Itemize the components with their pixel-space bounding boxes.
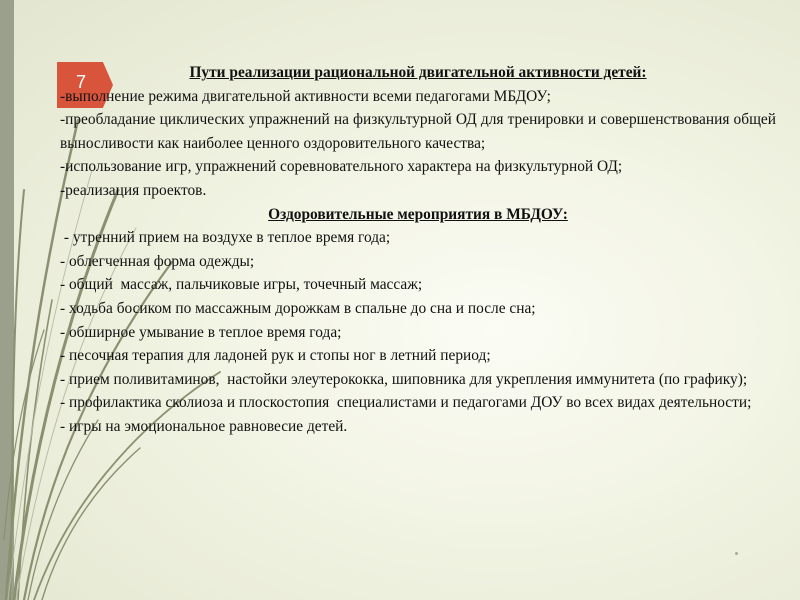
section1-heading: Пути реализации рациональной двигательной активности детей: [189,64,647,81]
section2-item: - прием поливитаминов, настойки элеутерококка, шиповника для укрепления иммунитета (по графику); [60,370,748,388]
section2-item: - облегченная форма одежды; [60,252,255,270]
slide-number: 7 [76,72,87,92]
section1-item: -реализация проектов. [60,181,207,199]
section2-item: - профилактика сколиоза и плоскостопия специалистами и педагогами ДОУ во всех видах деятельности; [60,394,752,412]
section2-heading: Оздоровительные мероприятия в МБДОУ: [268,205,568,223]
section2-item: - утренний прием на воздухе в теплое время года; [60,229,391,247]
section1-item: -выполнение режима двигательной активности всеми педагогами МБДОУ; [60,87,551,105]
section2-item: - ходьба босиком по массажным дорожкам в спальне до сна и после сна; [60,299,536,317]
section1-item: -преобладание циклических упражнений на физкультурной ОД для тренировки и совершенствования общей выносливости как наиболее ценного оздоровительного качества; [60,111,776,152]
section2-item: - игры на эмоциональное равновесие детей. [60,417,348,435]
section2-item: - обширное умывание в теплое время года; [60,323,342,341]
section1-item: -использование игр, упражнений соревновательного характера на физкультурной ОД; [60,158,623,176]
decorative-dot [735,552,738,555]
section2-item: - песочная терапия для ладоней рук и стопы ног в летний период; [60,347,491,365]
slide-content [60,61,776,439]
section2-item: - общий массаж, пальчиковые игры, точечный массаж; [60,276,423,294]
